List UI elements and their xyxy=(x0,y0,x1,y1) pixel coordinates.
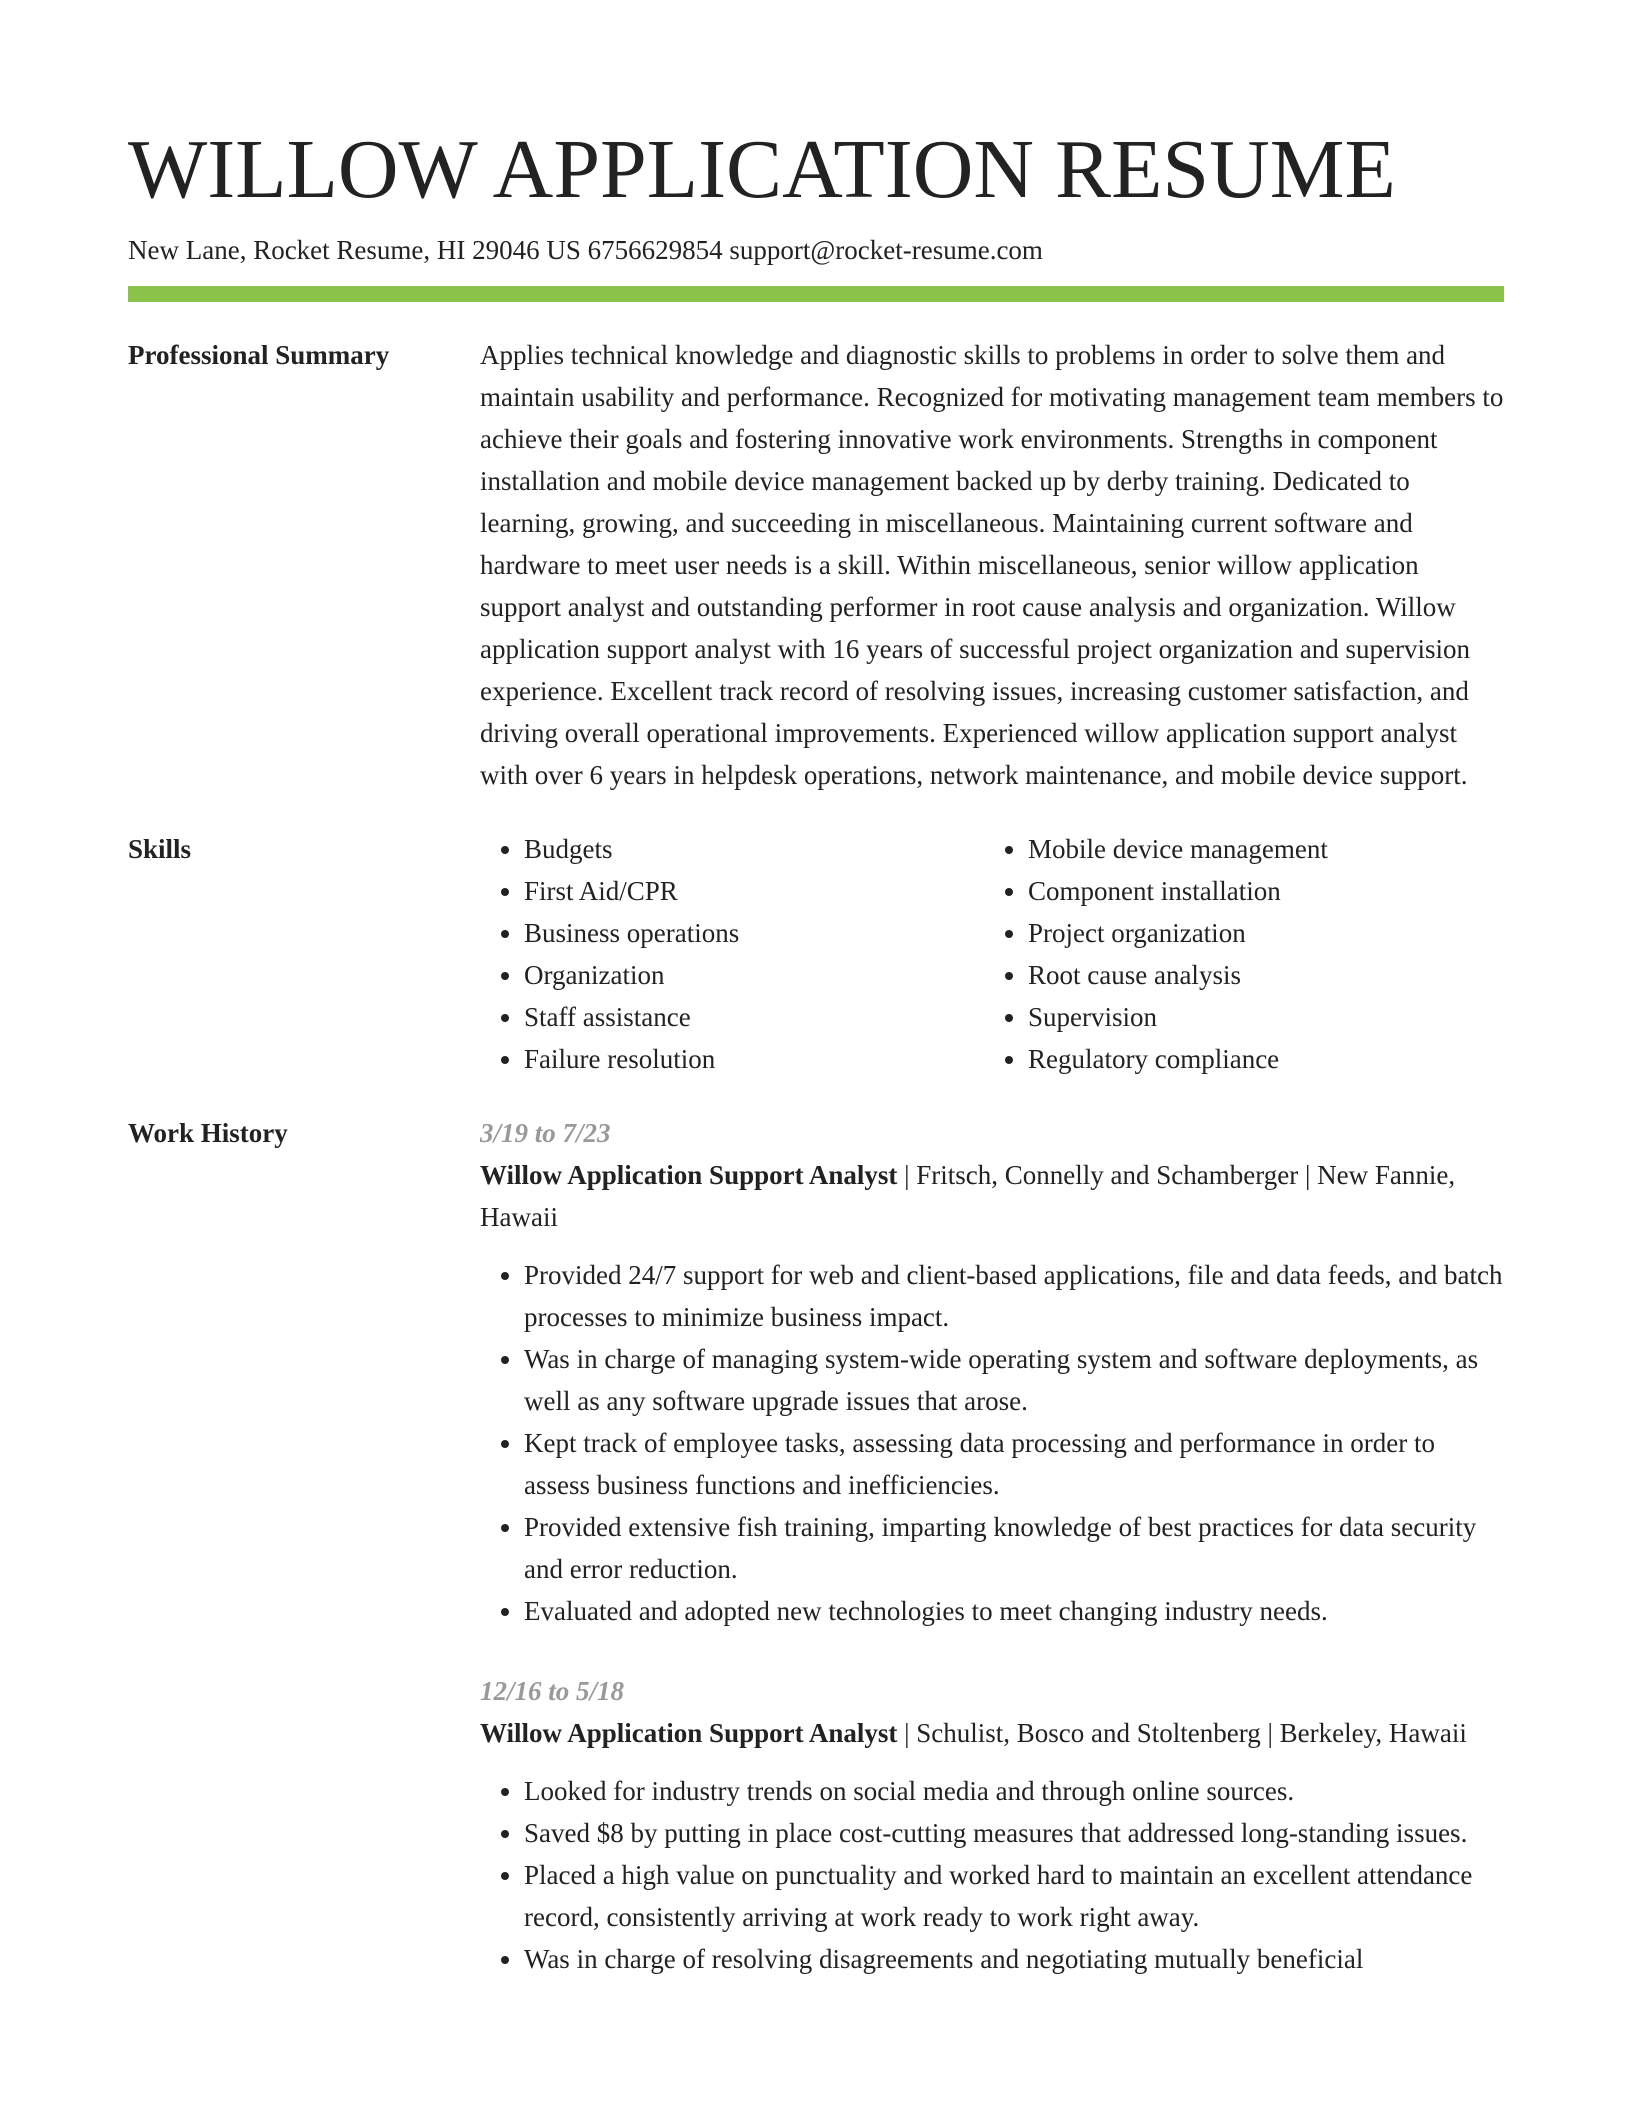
job-dates: 12/16 to 5/18 xyxy=(480,1676,625,1706)
professional-summary-section xyxy=(128,302,1504,796)
skill-item: • Organization xyxy=(524,954,984,996)
job-bullet: • Was in charge of resolving disagreements and negotiating mutually beneficial xyxy=(524,1938,1504,1980)
skill-item: • Business operations xyxy=(524,912,984,954)
summary-text: Applies technical knowledge and diagnostic skills to problems in order to solve them and maintain usability and performance. Recognized for motivating management team members to achieve their goals and fostering innovative work environments. Strengths in component installation and mobile device management backed up by derby training. Dedicated to learning, growing, and succeeding in miscellaneous. Maintaining current software and hardware to meet user needs is a skill. Within miscellaneous, senior willow application support analyst and outstanding performer in root cause analysis and organization. Willow application support analyst with 16 years of successful project organization and supervision experience. Excellent track record of resolving issues, increasing customer satisfaction, and driving overall operational improvements. Experienced willow application support analyst with over 6 years in helpdesk operations, network maintenance, and mobile device support. xyxy=(480,340,1504,790)
section-label-skills: Skills xyxy=(128,834,192,864)
job-bullet: • Looked for industry trends on social media and through online sources. xyxy=(524,1770,1504,1812)
header-divider xyxy=(128,286,1504,302)
resume-page xyxy=(128,120,1504,2018)
work-history-section xyxy=(128,1112,1504,2018)
skill-item: • Component installation xyxy=(1028,870,1488,912)
job-title-line xyxy=(480,1712,1504,1754)
job-bullets xyxy=(480,1770,1504,1980)
job-entry xyxy=(480,1670,1504,1980)
skill-item: • Staff assistance xyxy=(524,996,984,1038)
skill-item: • Regulatory compliance xyxy=(1028,1038,1488,1080)
skill-item: • Mobile device management xyxy=(1028,828,1488,870)
job-title: Willow Application Support Analyst xyxy=(480,1718,898,1748)
job-dates: 3/19 to 7/23 xyxy=(480,1118,611,1148)
job-entry xyxy=(480,1112,1504,1632)
job-bullet: • Evaluated and adopted new technologies to meet changing industry needs. xyxy=(524,1590,1504,1632)
job-bullet: • Placed a high value on punctuality and worked hard to maintain an excellent attendance record, consistently arriving at work ready to work right away. xyxy=(524,1854,1504,1938)
contact-line: New Lane, Rocket Resume, HI 29046 US 6756629854 support@rocket-resume.com xyxy=(128,235,1043,265)
job-bullets xyxy=(480,1254,1504,1632)
skills-list-right xyxy=(984,828,1488,1080)
skills-list-left xyxy=(480,828,984,1080)
skill-item: • Failure resolution xyxy=(524,1038,984,1080)
job-bullet: • Saved $8 by putting in place cost-cutting measures that addressed long-standing issues. xyxy=(524,1812,1504,1854)
job-title-line xyxy=(480,1154,1504,1238)
job-bullet: • Was in charge of managing system-wide operating system and software deployments, as well as any software upgrade issues that arose. xyxy=(524,1338,1504,1422)
skills-columns xyxy=(480,828,1504,1080)
section-label-summary: Professional Summary xyxy=(128,340,390,370)
job-bullet: • Provided extensive fish training, imparting knowledge of best practices for data security and error reduction. xyxy=(524,1506,1504,1590)
skills-section xyxy=(128,828,1504,1080)
job-employer-location: | Fritsch, Connelly and Schamberger | New Fannie, Hawaii xyxy=(480,1160,1456,1232)
skill-item: • Supervision xyxy=(1028,996,1488,1038)
job-bullet: • Provided 24/7 support for web and client-based applications, file and data feeds, and batch processes to minimize business impact. xyxy=(524,1254,1504,1338)
skill-item: • Root cause analysis xyxy=(1028,954,1488,996)
skill-item: • First Aid/CPR xyxy=(524,870,984,912)
section-label-work: Work History xyxy=(128,1118,288,1148)
skill-item: • Budgets xyxy=(524,828,984,870)
job-bullet: • Kept track of employee tasks, assessing data processing and performance in order to assess business functions and inefficiencies. xyxy=(524,1422,1504,1506)
resume-name: WILLOW APPLICATION RESUME xyxy=(128,123,1396,216)
skill-item: • Project organization xyxy=(1028,912,1488,954)
job-title: Willow Application Support Analyst xyxy=(480,1160,898,1190)
job-employer-location: | Schulist, Bosco and Stoltenberg | Berkeley, Hawaii xyxy=(897,1718,1467,1748)
